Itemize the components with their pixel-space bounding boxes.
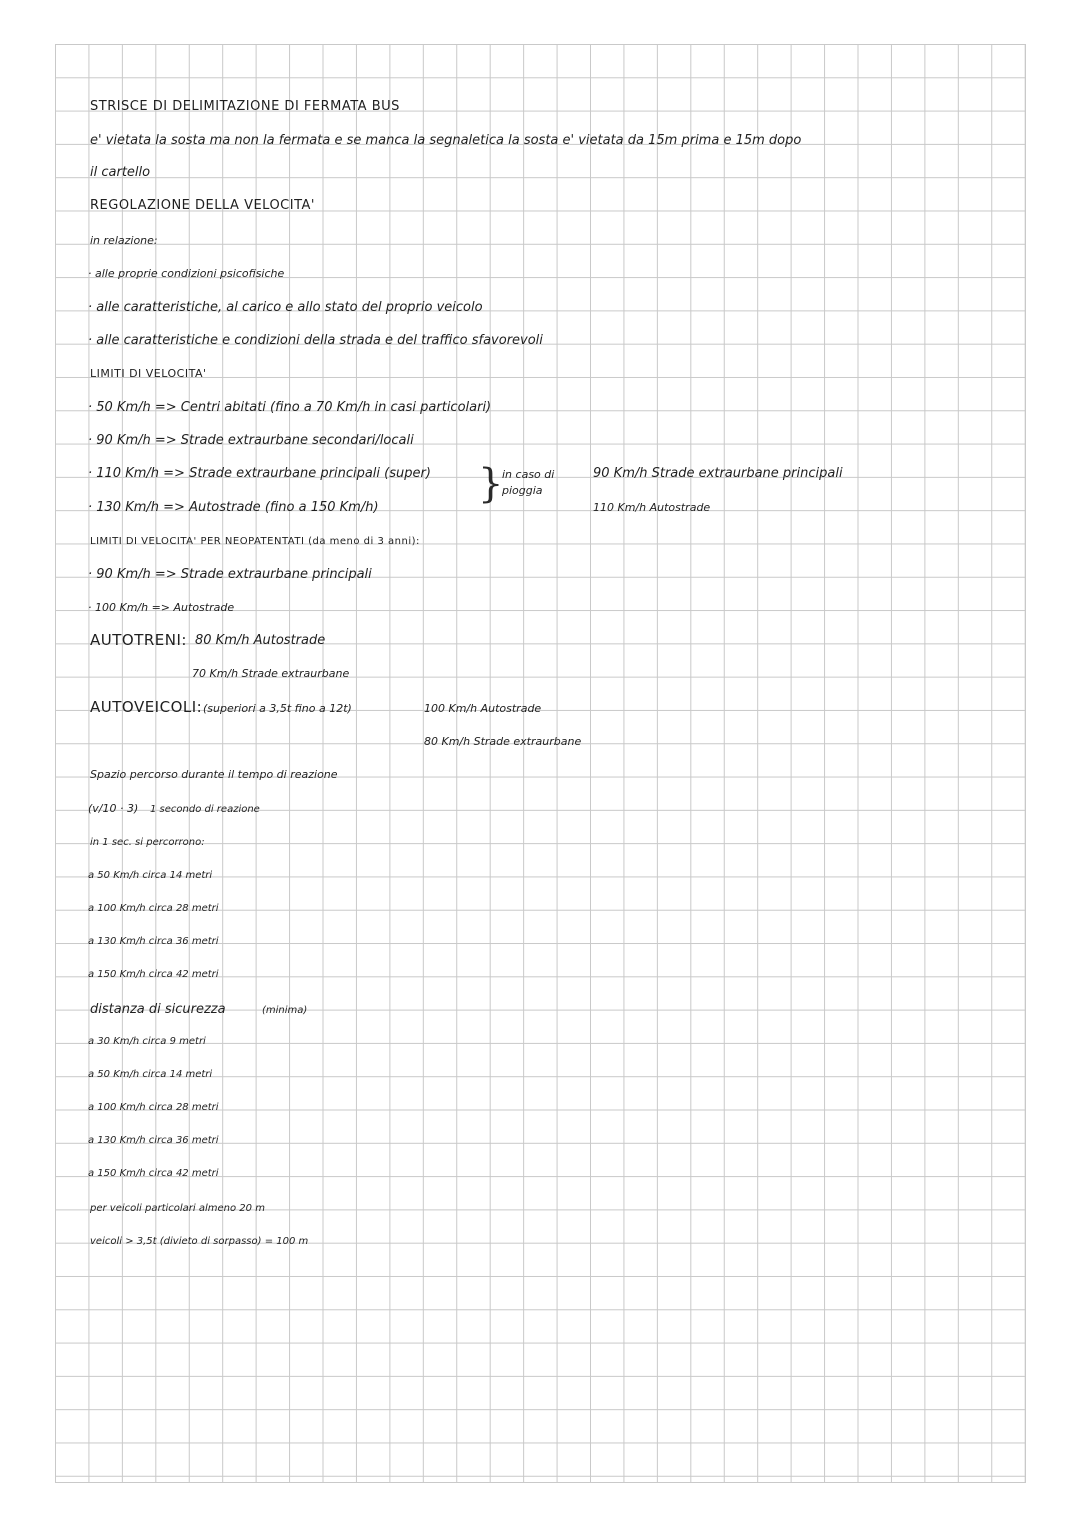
spazio-formula: (v/10 · 3) bbox=[88, 802, 139, 815]
autotreni-limit: 80 Km/h Autostrade bbox=[195, 633, 326, 648]
list-item: a 30 Km/h circa 9 metri bbox=[88, 1036, 206, 1047]
distanza-heading-note: (minima) bbox=[262, 1005, 308, 1016]
regolazione-intro: in relazione: bbox=[90, 234, 158, 247]
list-item: a 130 Km/h circa 36 metri bbox=[88, 936, 219, 947]
regolazione-heading: REGOLAZIONE DELLA VELOCITA' bbox=[90, 198, 315, 213]
fermata-note-line-2: il cartello bbox=[90, 165, 151, 180]
list-item: a 100 Km/h circa 28 metri bbox=[88, 1102, 219, 1113]
list-item: a 150 Km/h circa 42 metri bbox=[88, 1168, 219, 1179]
pioggia-label: pioggia bbox=[502, 484, 543, 497]
pioggia-limit: 90 Km/h Strade extraurbane principali bbox=[593, 466, 843, 481]
autoveicoli-note: (superiori a 3,5t fino a 12t) bbox=[203, 702, 352, 715]
list-item: · 50 Km/h => Centri abitati (fino a 70 Km/h in casi particolari) bbox=[88, 400, 492, 415]
particolari-line: per veicoli particolari almeno 20 m bbox=[90, 1203, 265, 1214]
page-title: STRISCE DI DELIMITAZIONE DI FERMATA BUS bbox=[90, 99, 400, 114]
list-item: · 90 Km/h => Strade extraurbane secondari/locali bbox=[88, 433, 414, 448]
list-item: · 100 Km/h => Autostrade bbox=[88, 601, 235, 614]
brace-symbol: } bbox=[478, 461, 504, 507]
spazio-heading: Spazio percorso durante il tempo di reazione bbox=[90, 768, 338, 781]
list-item: a 100 Km/h circa 28 metri bbox=[88, 903, 219, 914]
list-item: · alle caratteristiche e condizioni della strada e del traffico sfavorevoli bbox=[88, 333, 543, 348]
autoveicoli-label: AUTOVEICOLI: bbox=[90, 698, 203, 716]
fermata-note-line-1: e' vietata la sosta ma non la fermata e se manca la segnaletica la sosta e' vietata da 15m prima e 15m dopo bbox=[90, 133, 802, 148]
list-item: · 90 Km/h => Strade extraurbane principali bbox=[88, 567, 372, 582]
pioggia-label: in caso di bbox=[502, 468, 555, 481]
graph-paper-sheet bbox=[55, 44, 1026, 1483]
list-item: · 110 Km/h => Strade extraurbane principali (super) bbox=[88, 466, 431, 481]
autoveicoli-limit: 100 Km/h Autostrade bbox=[424, 702, 542, 715]
autoveicoli-limit: 80 Km/h Strade extraurbane bbox=[424, 735, 582, 748]
autotreni-label: AUTOTRENI: bbox=[90, 631, 187, 649]
particolari-line: veicoli > 3,5t (divieto di sorpasso) = 100 m bbox=[90, 1236, 309, 1247]
spazio-formula-note: 1 secondo di reazione bbox=[150, 804, 260, 815]
list-item: a 130 Km/h circa 36 metri bbox=[88, 1135, 219, 1146]
spazio-intro: in 1 sec. si percorrono: bbox=[90, 837, 205, 848]
list-item: a 50 Km/h circa 14 metri bbox=[88, 1069, 213, 1080]
pioggia-limit: 110 Km/h Autostrade bbox=[593, 501, 711, 514]
limiti-heading: LIMITI DI VELOCITA' bbox=[90, 367, 207, 380]
distanza-heading: distanza di sicurezza bbox=[90, 1002, 226, 1017]
neopatentati-heading: LIMITI DI VELOCITA' PER NEOPATENTATI (da meno di 3 anni): bbox=[90, 536, 420, 547]
autotreni-limit: 70 Km/h Strade extraurbane bbox=[192, 667, 350, 680]
list-item: · alle caratteristiche, al carico e allo stato del proprio veicolo bbox=[88, 300, 483, 315]
list-item: · alle proprie condizioni psicofisiche bbox=[88, 267, 285, 280]
list-item: a 150 Km/h circa 42 metri bbox=[88, 969, 219, 980]
list-item: a 50 Km/h circa 14 metri bbox=[88, 870, 213, 881]
list-item: · 130 Km/h => Autostrade (fino a 150 Km/h) bbox=[88, 500, 379, 515]
